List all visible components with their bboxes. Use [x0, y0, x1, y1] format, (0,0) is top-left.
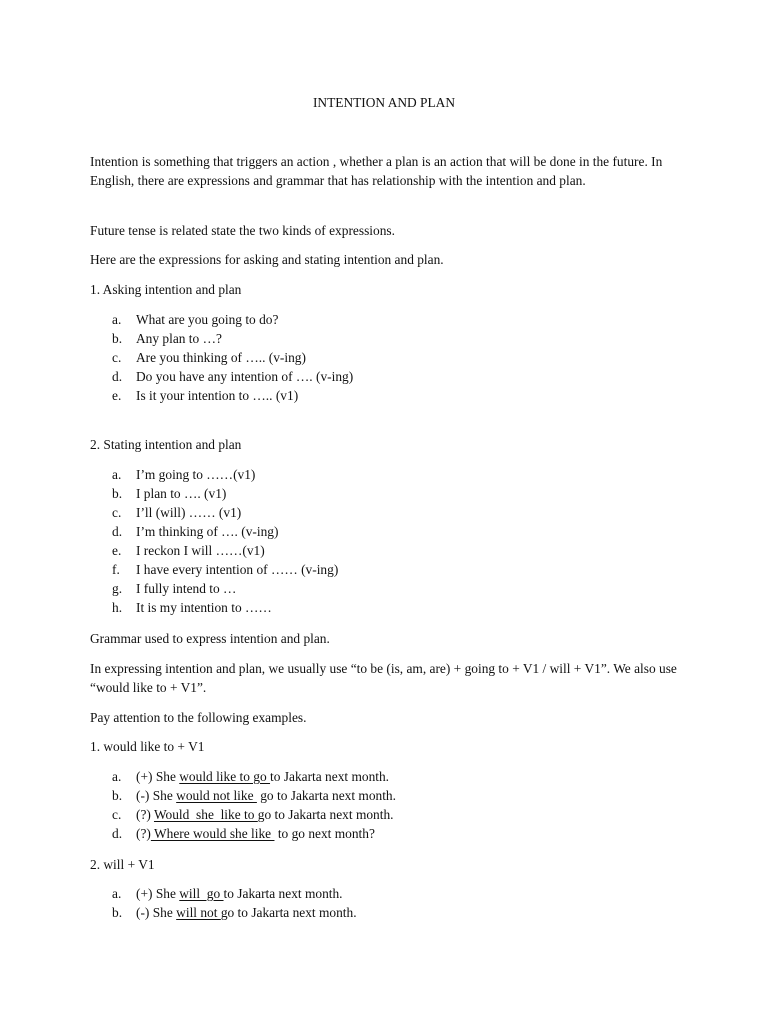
example-suffix: go to Jakarta next month.	[257, 807, 394, 822]
intro-paragraph: Intention is something that triggers an action , whether a plan is an action that will be done in the future. In English, there are expressions and grammar that has relationship with the intention and plan.	[90, 154, 663, 188]
list-marker: b.	[112, 331, 123, 346]
stating-list	[112, 465, 672, 617]
list-item-text: Any plan to …?	[136, 331, 222, 346]
list-item	[112, 310, 672, 329]
list-item-text: I plan to …. (v1)	[136, 486, 227, 501]
example-prefix: (-) She	[136, 905, 177, 920]
example-suffix: go to Jakarta next month.	[256, 788, 396, 803]
asking-heading: 1. Asking intention and plan	[90, 282, 242, 297]
list-item	[112, 767, 672, 786]
stating-heading: 2. Stating intention and plan	[90, 437, 242, 452]
list-item	[112, 348, 672, 367]
grammar-paragraph: In expressing intention and plan, we usually use “to be (is, am, are) + going to + V1 / will + V1”. We also use “would like to + V1”.	[90, 661, 677, 695]
list-item	[112, 786, 672, 805]
list-marker: b.	[112, 905, 123, 920]
here-are-paragraph: Here are the expressions for asking and stating intention and plan.	[90, 252, 444, 267]
list-item-text: Are you thinking of ….. (v-ing)	[136, 350, 306, 365]
list-marker: a.	[112, 467, 122, 482]
list-marker: a.	[112, 886, 122, 901]
list-marker: d.	[112, 369, 123, 384]
list-item	[112, 367, 672, 386]
list-item-text: What are you going to do?	[136, 312, 279, 327]
example-underlined-phrase: would not like	[176, 788, 257, 803]
list-marker: e.	[112, 388, 122, 403]
future-tense-paragraph: Future tense is related state the two kinds of expressions.	[90, 223, 395, 238]
list-item	[112, 579, 672, 598]
list-item-text: I’ll (will) …… (v1)	[136, 505, 242, 520]
example-prefix: (-) She	[136, 788, 177, 803]
example-underlined-phrase: will go	[179, 886, 224, 901]
list-item-text: I have every intention of …… (v-ing)	[136, 562, 339, 577]
example-suffix: to Jakarta next month.	[223, 886, 343, 901]
list-marker: a.	[112, 769, 122, 784]
list-item-text: I’m thinking of …. (v-ing)	[136, 524, 279, 539]
list-item	[112, 560, 672, 579]
will-heading: 2. will + V1	[90, 857, 155, 872]
would-like-heading: 1. would like to + V1	[90, 739, 205, 754]
list-item-text: I fully intend to …	[136, 581, 237, 596]
example-underlined-phrase: would like to go	[179, 769, 271, 784]
page-title: INTENTION AND PLAN	[312, 95, 456, 110]
list-item	[112, 598, 672, 617]
example-suffix: go to Jakarta next month.	[220, 905, 357, 920]
list-marker: g.	[112, 581, 123, 596]
example-underlined-phrase: will not	[176, 905, 221, 920]
list-item	[112, 329, 672, 348]
list-item-text: I’m going to ……(v1)	[136, 467, 256, 482]
list-marker: a.	[112, 312, 122, 327]
pay-attention-paragraph: Pay attention to the following examples.	[90, 710, 307, 725]
example-prefix: (?)	[136, 807, 154, 822]
list-marker: c.	[112, 505, 122, 520]
would-like-examples	[112, 767, 672, 843]
list-marker: f.	[112, 562, 120, 577]
list-marker: c.	[112, 350, 122, 365]
asking-list	[112, 310, 672, 405]
list-item-text: Is it your intention to ….. (v1)	[136, 388, 299, 403]
list-item	[112, 522, 672, 541]
list-marker: d.	[112, 524, 123, 539]
list-item	[112, 824, 672, 843]
list-item	[112, 805, 672, 824]
grammar-heading: Grammar used to express intention and plan.	[90, 631, 330, 646]
list-item	[112, 903, 672, 922]
list-marker: b.	[112, 486, 123, 501]
example-underlined-phrase: Where would she like	[150, 826, 275, 841]
list-item-text: I reckon I will ……(v1)	[136, 543, 265, 558]
list-item	[112, 541, 672, 560]
list-item	[112, 484, 672, 503]
list-item-text: Do you have any intention of …. (v-ing)	[136, 369, 354, 384]
example-suffix: to Jakarta next month.	[270, 769, 390, 784]
list-item	[112, 465, 672, 484]
list-marker: h.	[112, 600, 123, 615]
list-marker: c.	[112, 807, 122, 822]
list-marker: b.	[112, 788, 123, 803]
list-marker: d.	[112, 826, 123, 841]
example-suffix: to go next month?	[274, 826, 375, 841]
example-underlined-phrase: Would she like to	[153, 807, 258, 822]
example-prefix: (+) She	[136, 769, 180, 784]
list-item	[112, 503, 672, 522]
example-prefix: (+) She	[136, 886, 180, 901]
will-examples	[112, 884, 672, 922]
list-item-text: It is my intention to ……	[136, 600, 272, 615]
list-marker: e.	[112, 543, 122, 558]
example-prefix: (?)	[136, 826, 151, 841]
list-item	[112, 884, 672, 903]
list-item	[112, 386, 672, 405]
